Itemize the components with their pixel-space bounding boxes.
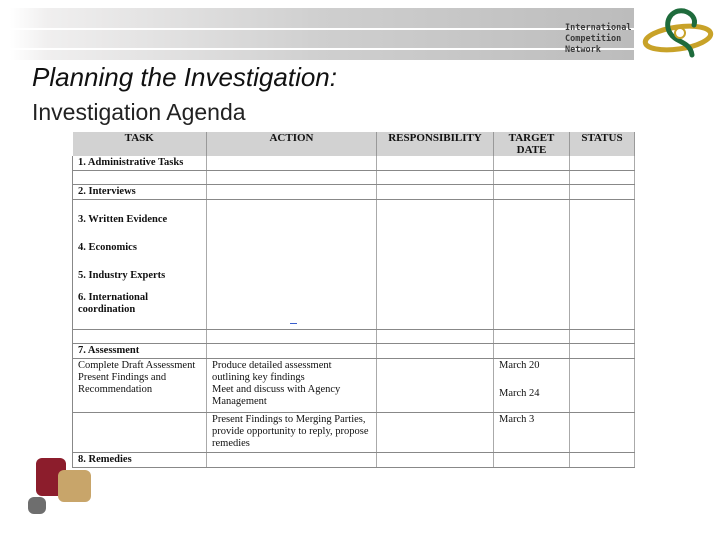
task-cell: 1. Administrative Tasks: [73, 156, 207, 171]
responsibility-cell: [377, 156, 494, 171]
dash-mark: [290, 323, 297, 324]
responsibility-cell: [377, 453, 494, 468]
header-band-divider: [10, 28, 634, 30]
header-band: [10, 8, 634, 60]
action-cell: [207, 453, 377, 468]
table-row: [73, 344, 635, 359]
date-cell: [494, 330, 570, 344]
action-meet-discuss: Meet and discuss with Agency Management: [212, 384, 341, 407]
date-cell-group: [494, 359, 570, 413]
task-cell-group: [73, 359, 207, 413]
decor-square-tan: [58, 470, 91, 502]
slide-title: Planning the Investigation:: [32, 62, 337, 92]
slide-subtitle: Investigation Agenda: [32, 99, 246, 125]
action-cell: [207, 171, 377, 185]
table-row: [73, 200, 635, 330]
table-row: [73, 185, 635, 200]
task-international-coordination: 6. International coordination: [78, 292, 149, 315]
status-cell: [570, 344, 635, 359]
action-present-to-parties: Present Findings to Merging Parties, provide opportunity to reply, propose remedies: [207, 413, 377, 453]
task-complete-draft: Complete Draft Assessment: [78, 360, 196, 371]
spacer-cell: [73, 171, 207, 185]
action-cell: [207, 330, 377, 344]
task-industry-experts: 5. Industry Experts: [78, 270, 166, 281]
column-header-action: ACTION: [207, 132, 377, 156]
table-row: [73, 171, 635, 185]
organization-name: International Competition Network: [565, 23, 632, 55]
responsibility-cell: [377, 330, 494, 344]
date-cell: [494, 185, 570, 200]
responsibility-cell: [377, 344, 494, 359]
task-cell: [73, 413, 207, 453]
task-present-findings: Present Findings and Recommendation: [78, 372, 167, 395]
status-cell: [570, 171, 635, 185]
table-row: [73, 453, 635, 468]
date-march-3: March 3: [494, 413, 570, 453]
date-cell: [494, 171, 570, 185]
responsibility-cell: [377, 171, 494, 185]
table-row: [73, 413, 635, 453]
action-cell: [207, 344, 377, 359]
task-economics: 4. Economics: [78, 242, 137, 253]
task-written-evidence: 3. Written Evidence: [78, 214, 168, 225]
decor-square-gray: [28, 497, 46, 514]
status-cell: [570, 330, 635, 344]
status-cell: [570, 413, 635, 453]
status-cell: [570, 200, 635, 330]
status-cell: [570, 185, 635, 200]
status-cell: [570, 156, 635, 171]
responsibility-cell: [377, 359, 494, 413]
responsibility-cell: [377, 185, 494, 200]
investigation-agenda-table: [72, 132, 635, 468]
task-cell: 7. Assessment: [73, 344, 207, 359]
action-cell: [207, 185, 377, 200]
date-cell: [494, 453, 570, 468]
date-cell: [494, 200, 570, 330]
date-march-20: March 20: [499, 360, 540, 371]
status-cell: [570, 359, 635, 413]
column-header-target-date: TARGET DATE: [494, 132, 570, 156]
table-header-row: [73, 132, 635, 156]
action-cell-group: [207, 359, 377, 413]
responsibility-cell: [377, 200, 494, 330]
status-cell: [570, 453, 635, 468]
table-row: [73, 330, 635, 344]
date-cell: [494, 156, 570, 171]
task-cell: 2. Interviews: [73, 185, 207, 200]
spacer-cell: [73, 330, 207, 344]
column-header-responsibility: RESPONSIBILITY: [377, 132, 494, 156]
action-cell: [207, 200, 377, 330]
table-row: [73, 156, 635, 171]
date-march-24: March 24: [499, 388, 540, 399]
column-header-status: STATUS: [570, 132, 635, 156]
task-cell-group: [73, 200, 207, 330]
date-cell: [494, 344, 570, 359]
icn-logo-icon: [640, 5, 715, 65]
table-row: [73, 359, 635, 413]
action-cell: [207, 156, 377, 171]
action-produce-assessment: Produce detailed assessment outlining key findings: [212, 360, 332, 383]
task-cell: 8. Remedies: [73, 453, 207, 468]
responsibility-cell: [377, 413, 494, 453]
column-header-task: TASK: [73, 132, 207, 156]
header-band-divider: [10, 48, 634, 50]
